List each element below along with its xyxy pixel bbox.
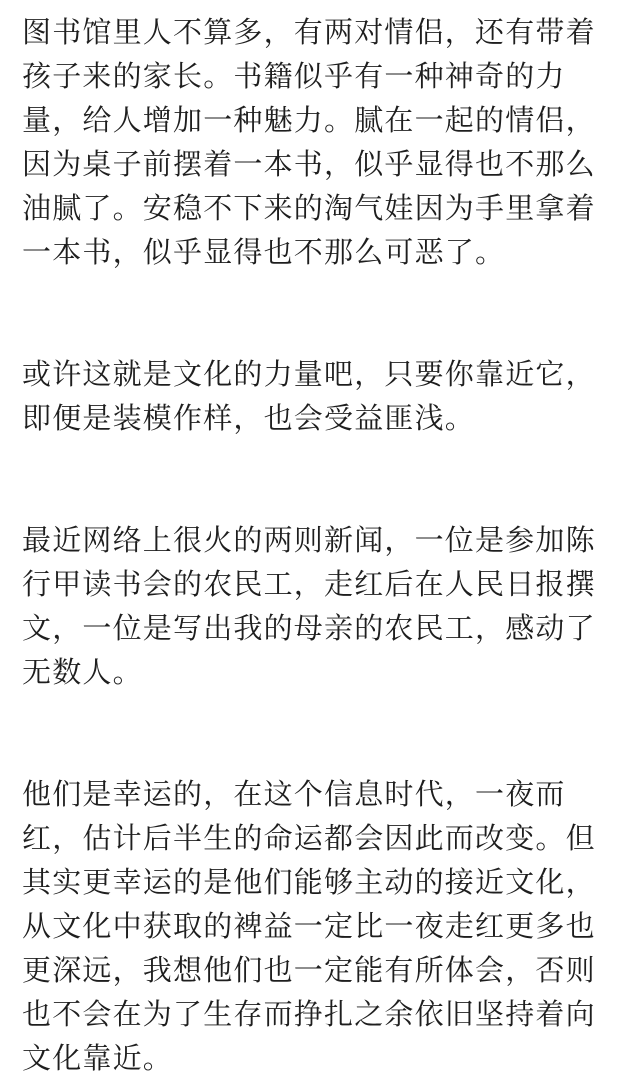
- paragraph-2: [22, 352, 622, 440]
- paragraph-1: [22, 10, 622, 274]
- text-line: 最近网络上很火的两则新闻，一位是参加陈: [22, 523, 596, 557]
- text-line: 文化靠近。: [22, 1041, 174, 1075]
- paragraph-4: [22, 772, 622, 1080]
- text-line: 一本书，似乎显得也不那么可恶了。: [22, 235, 506, 269]
- text-line: 因为桌子前摆着一本书，似乎显得也不那么: [22, 147, 596, 181]
- text-line: 文，一位是写出我的母亲的农民工，感动了: [22, 611, 596, 645]
- text-line: 也不会在为了生存而挣扎之余依旧坚持着向: [22, 997, 596, 1031]
- text-line: 更深远，我想他们也一定能有所体会，否则: [22, 953, 596, 987]
- text-line: 图书馆里人不算多，有两对情侣，还有带着: [22, 15, 596, 49]
- text-line: 量，给人增加一种魅力。腻在一起的情侣，: [22, 103, 596, 137]
- text-line: 行甲读书会的农民工，走红后在人民日报撰: [22, 567, 596, 601]
- text-line: 油腻了。安稳不下来的淘气娃因为手里拿着: [22, 191, 596, 225]
- text-line: 即便是装模作样，也会受益匪浅。: [22, 401, 476, 435]
- text-line: 无数人。: [22, 655, 143, 689]
- text-line: 从文化中获取的裨益一定比一夜走红更多也: [22, 909, 596, 943]
- paragraph-3: [22, 518, 622, 694]
- text-line: 红，估计后半生的命运都会因此而改变。但: [22, 821, 596, 855]
- text-line: 孩子来的家长。书籍似乎有一种神奇的力: [22, 59, 566, 93]
- text-line: 其实更幸运的是他们能够主动的接近文化，: [22, 865, 596, 899]
- text-line: 或许这就是文化的力量吧，只要你靠近它，: [22, 357, 596, 391]
- article-body: [22, 10, 622, 1080]
- text-line: 他们是幸运的，在这个信息时代，一夜而: [22, 777, 566, 811]
